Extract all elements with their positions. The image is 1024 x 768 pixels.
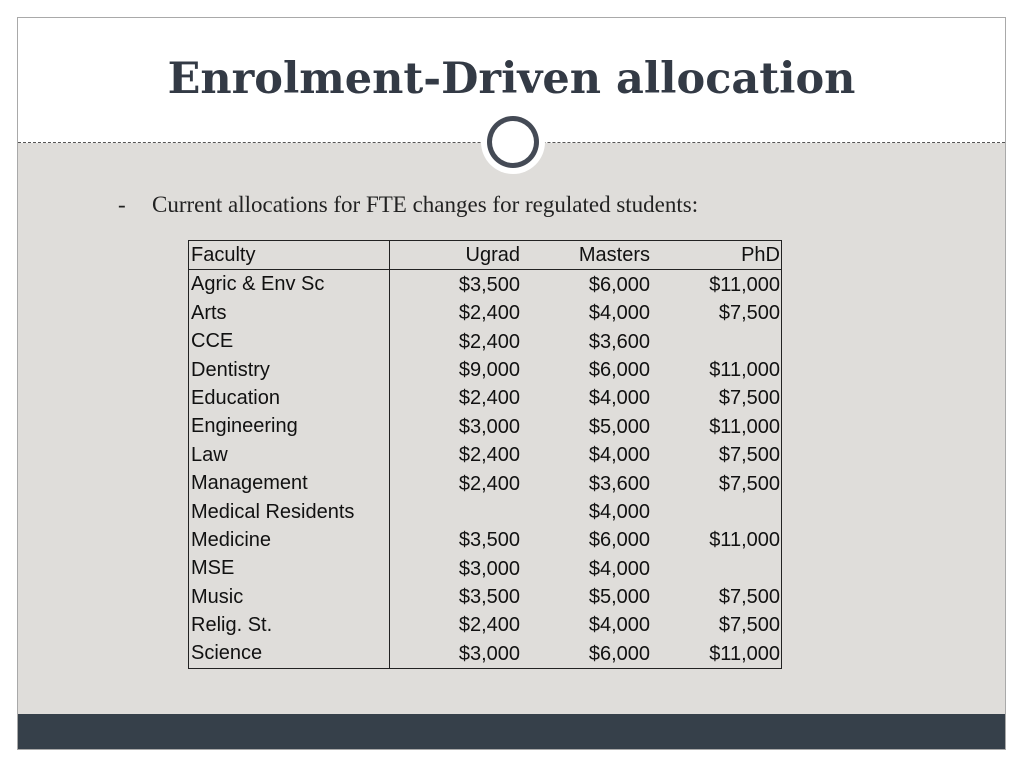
cell-faculty: Engineering xyxy=(189,412,390,440)
bullet-text: Current allocations for FTE changes for regulated students: xyxy=(152,192,699,217)
table-row xyxy=(189,498,782,526)
cell-masters: $4,000 xyxy=(588,302,650,325)
cell-ugrad xyxy=(390,498,523,526)
cell-phd: $7,500 xyxy=(718,444,780,467)
header-ugrad: Ugrad xyxy=(390,241,523,270)
table-row xyxy=(189,412,782,440)
cell-faculty: Science xyxy=(189,639,390,668)
cell-masters: $4,000 xyxy=(588,444,650,467)
header-faculty: Faculty xyxy=(189,241,390,270)
divider-circle-center xyxy=(492,121,534,163)
cell-ugrad: $2,400 xyxy=(458,302,520,325)
table-row xyxy=(189,384,782,412)
allocation-table xyxy=(188,240,782,669)
bullet-point xyxy=(118,192,698,218)
table-row xyxy=(189,327,782,355)
cell-faculty: Education xyxy=(189,384,390,412)
cell-ugrad: $2,400 xyxy=(458,330,520,353)
cell-masters: $6,000 xyxy=(588,358,650,381)
cell-phd: $11,000 xyxy=(709,529,780,552)
cell-masters: $6,000 xyxy=(588,273,650,296)
cell-phd: $7,500 xyxy=(718,614,780,637)
cell-phd: $11,000 xyxy=(709,358,780,381)
cell-phd xyxy=(652,554,782,582)
cell-faculty: Medical Residents xyxy=(189,498,390,526)
cell-faculty: Arts xyxy=(189,299,390,327)
table-row xyxy=(189,554,782,582)
table-row xyxy=(189,469,782,497)
cell-ugrad: $3,000 xyxy=(458,557,520,580)
cell-ugrad: $2,400 xyxy=(458,387,520,410)
cell-faculty: CCE xyxy=(189,327,390,355)
cell-faculty: Management xyxy=(189,469,390,497)
cell-faculty: Agric & Env Sc xyxy=(189,270,390,299)
cell-phd: $7,500 xyxy=(718,387,780,410)
table-row xyxy=(189,356,782,384)
cell-phd: $7,500 xyxy=(718,472,780,495)
table-row xyxy=(189,299,782,327)
cell-ugrad: $2,400 xyxy=(458,444,520,467)
cell-phd: $7,500 xyxy=(718,302,780,325)
cell-phd: $11,000 xyxy=(709,273,780,296)
cell-masters: $5,000 xyxy=(588,586,650,609)
cell-faculty: Law xyxy=(189,441,390,469)
slide-title: Enrolment-Driven allocation xyxy=(167,54,856,104)
cell-masters: $4,000 xyxy=(588,387,650,410)
cell-ugrad: $3,000 xyxy=(390,639,523,668)
cell-masters: $3,600 xyxy=(588,472,650,495)
cell-ugrad: $3,500 xyxy=(458,529,520,552)
cell-phd: $7,500 xyxy=(718,586,780,609)
cell-ugrad: $3,000 xyxy=(458,415,520,438)
table-row xyxy=(189,639,782,668)
cell-phd xyxy=(652,498,782,526)
cell-faculty: Relig. St. xyxy=(189,611,390,639)
table-row xyxy=(189,611,782,639)
cell-masters: $4,000 xyxy=(588,557,650,580)
cell-faculty: Dentistry xyxy=(189,356,390,384)
cell-phd: $11,000 xyxy=(652,639,782,668)
cell-ugrad: $2,400 xyxy=(458,614,520,637)
header-phd: PhD xyxy=(652,241,782,270)
cell-masters: $4,000 xyxy=(588,500,650,523)
cell-masters: $6,000 xyxy=(522,639,652,668)
bullet-marker: - xyxy=(118,192,126,217)
cell-faculty: MSE xyxy=(189,554,390,582)
table-row xyxy=(189,270,782,299)
cell-faculty: Medicine xyxy=(189,526,390,554)
cell-masters: $3,600 xyxy=(588,330,650,353)
table-header-row xyxy=(189,241,782,270)
table-body xyxy=(189,270,782,668)
cell-ugrad: $9,000 xyxy=(458,358,520,381)
header-masters: Masters xyxy=(522,241,652,270)
cell-ugrad: $3,500 xyxy=(458,273,520,296)
table-row xyxy=(189,583,782,611)
footer-bar xyxy=(18,714,1005,749)
slide xyxy=(17,17,1006,750)
cell-masters: $6,000 xyxy=(588,529,650,552)
cell-ugrad: $3,500 xyxy=(458,586,520,609)
cell-faculty: Music xyxy=(189,583,390,611)
cell-masters: $5,000 xyxy=(588,415,650,438)
cell-ugrad: $2,400 xyxy=(458,472,520,495)
cell-phd xyxy=(652,327,782,355)
table-row xyxy=(189,526,782,554)
cell-phd: $11,000 xyxy=(709,415,780,438)
cell-masters: $4,000 xyxy=(588,614,650,637)
table-row xyxy=(189,441,782,469)
